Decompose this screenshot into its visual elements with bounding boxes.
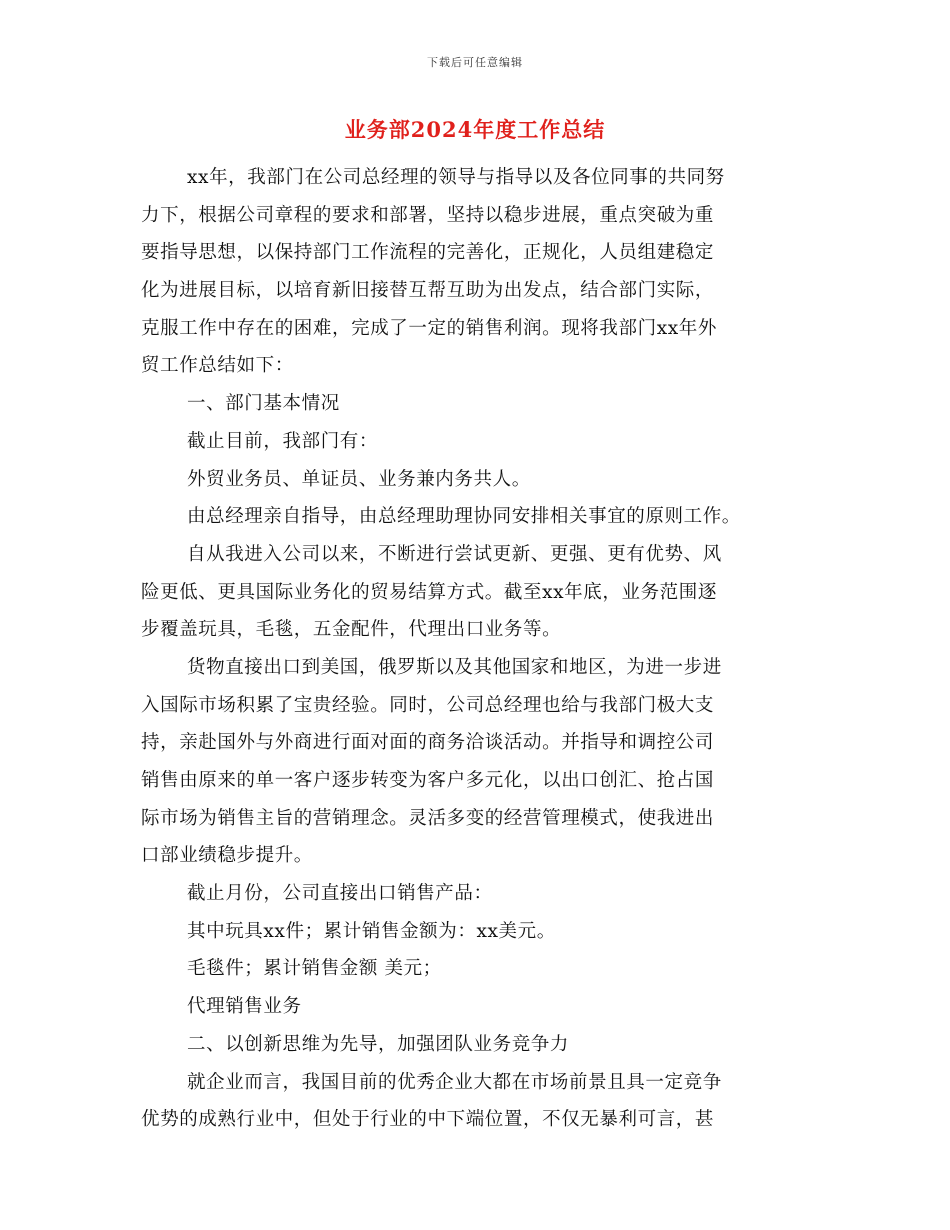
body-line: 要指导思想，以保持部门工作流程的完善化，正规化，人员组建稳定 xyxy=(141,242,715,264)
body-line: 化为进展目标，以培育新旧接替互帮互助为出发点，结合部门实际， xyxy=(141,280,715,302)
document-title: 业务部2024年度工作总结 xyxy=(344,117,606,142)
body-line: 贸工作总结如下： xyxy=(141,355,294,377)
body-line: 入国际市场积累了宝贵经验。同时，公司总经理也给与我部门极大支 xyxy=(141,694,715,716)
body-line: 外贸业务员、单证员、业务兼内务共人。 xyxy=(187,468,531,490)
body-line: 优势的成熟行业中，但处于行业的中下端位置，不仅无暴利可言，甚 xyxy=(141,1109,715,1131)
body-line: 其中玩具xx件；累计销售金额为：xx美元。 xyxy=(187,920,556,942)
body-line: 由总经理亲自指导，由总经理助理协同安排相关事宜的原则工作。 xyxy=(187,506,741,528)
body-line: 代理销售业务 xyxy=(187,996,302,1018)
header-note: 下载后可任意编辑 xyxy=(427,56,523,69)
body-line: xx年，我部门在公司总经理的领导与指导以及各位同事的共同努 xyxy=(187,167,725,188)
body-line: 二、以创新思维为先导，加强团队业务竞争力 xyxy=(187,1033,570,1055)
body-line: 截止目前，我部门有： xyxy=(187,430,379,452)
body-line: 货物直接出口到美国，俄罗斯以及其他国家和地区，为进一步进 xyxy=(187,656,722,678)
body-line: 口部业绩稳步提升。 xyxy=(141,845,313,867)
body-line: 自从我进入公司以来，不断进行尝试更新、更强、更有优势、风 xyxy=(187,543,722,565)
body-line: 一、部门基本情况 xyxy=(187,393,340,415)
body-line: 克服工作中存在的困难，完成了一定的销售利润。现将我部门xx年外 xyxy=(141,317,717,339)
body-line: 毛毯件；累计销售金额 美元； xyxy=(187,958,442,980)
body-line: 就企业而言，我国目前的优秀企业大都在市场前景且具一定竞争 xyxy=(187,1071,722,1093)
body-line: 持，亲赴国外与外商进行面对面的商务洽谈活动。并指导和调控公司 xyxy=(141,732,715,754)
body-line: 力下，根据公司章程的要求和部署，坚持以稳步进展，重点突破为重 xyxy=(141,204,715,226)
body-line: 销售由原来的单一客户逐步转变为客户多元化，以出口创汇、抢占国 xyxy=(141,770,715,791)
body-line: 截止月份，公司直接出口销售产品： xyxy=(187,883,493,905)
body-line: 险更低、更具国际业务化的贸易结算方式。截至xx年底，业务范围逐 xyxy=(141,581,717,603)
body-line: 际市场为销售主旨的营销理念。灵活多变的经营管理模式，使我进出 xyxy=(141,807,715,829)
body-line: 步覆盖玩具，毛毯，五金配件，代理出口业务等。 xyxy=(141,619,562,641)
document-body xyxy=(141,159,816,1139)
